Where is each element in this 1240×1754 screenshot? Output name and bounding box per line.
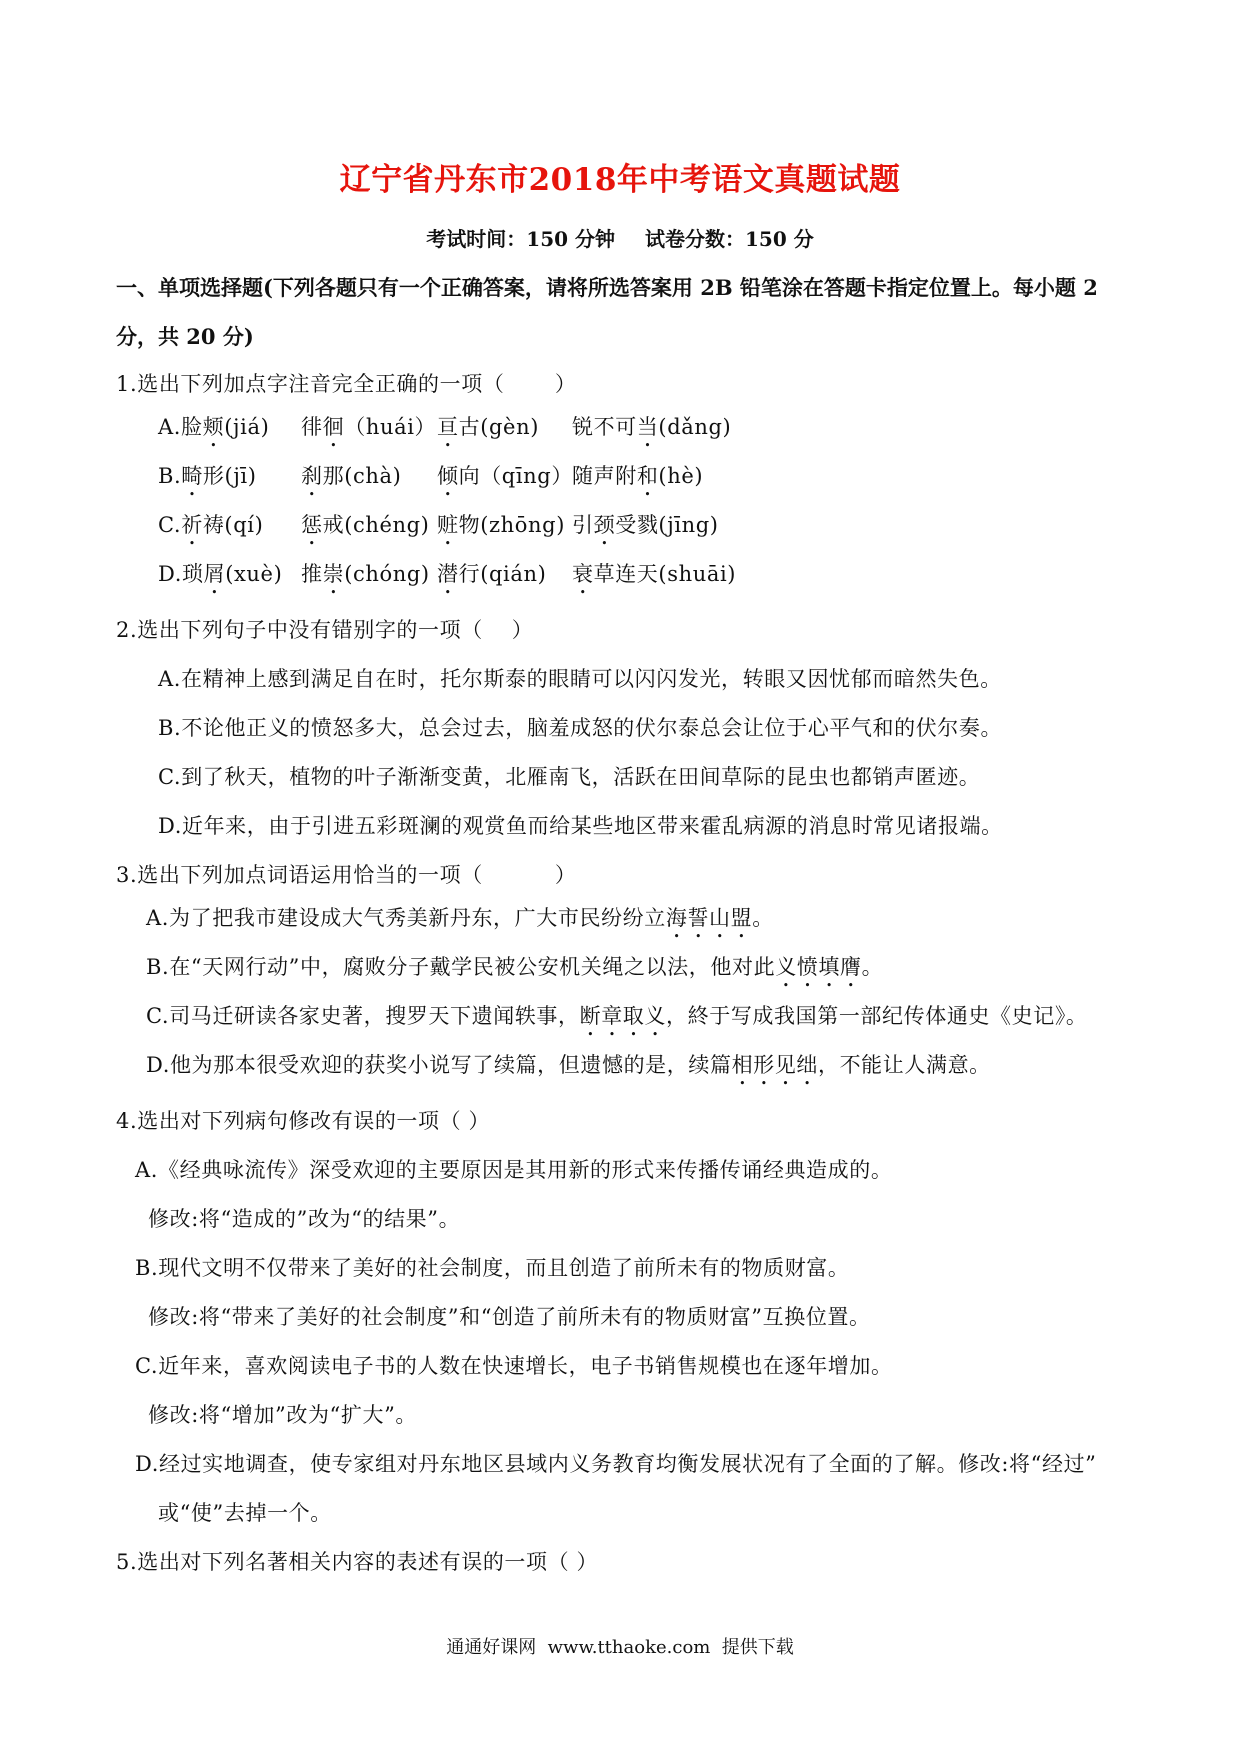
option-label: A.	[135, 1158, 159, 1182]
emphasized-char: 崇	[322, 562, 345, 586]
word-text: 戒(chéng)	[322, 513, 430, 537]
option-text: 《经典咏流传》深受欢迎的主要原因是其用新的形式来传播传诵经典造成的。	[158, 1158, 893, 1182]
option-text: 到了秋天，植物的叶子渐渐变黄，北雁南飞，活跃在田间草际的昆虫也都销声匿迹。	[181, 765, 981, 789]
emphasized-char: 倾	[437, 464, 459, 488]
option-cell	[437, 403, 572, 452]
option-label: B.	[158, 464, 182, 488]
word-text: 徘	[301, 415, 323, 439]
option-d	[0, 1041, 1240, 1090]
option-d	[0, 550, 1240, 599]
question-4	[0, 1097, 1240, 1538]
option-a	[0, 655, 1240, 704]
word-text: 向（qīng）	[458, 464, 573, 488]
emphasized-char: 惩	[301, 513, 323, 537]
question-stem: 4.选出对下列病句修改有误的一项（ ）	[116, 1109, 491, 1133]
option-word	[437, 562, 546, 586]
word-text: （huái）	[344, 415, 437, 439]
option-text: 他为那本很受欢迎的获奖小说写了续篇，但遗憾的是，续篇	[169, 1053, 732, 1077]
options-list	[0, 894, 1240, 1090]
option-text: 为了把我市建设成大气秀美新丹东，广大市民纷纷立	[169, 906, 666, 930]
option-cell	[158, 452, 301, 501]
option-cell	[301, 403, 437, 452]
word-text: 物(zhōng)	[458, 513, 565, 537]
option-c	[0, 753, 1240, 802]
option-word	[572, 513, 719, 537]
option-c	[0, 501, 1240, 550]
option-d	[0, 1440, 1240, 1489]
exam-score: 试卷分数：150 分	[645, 227, 814, 251]
emphasized-char: 当	[636, 415, 659, 439]
word-text: 脸	[181, 415, 203, 439]
option-word	[437, 513, 565, 537]
option-word	[181, 513, 263, 537]
options-list	[0, 655, 1240, 851]
option-text: 近年来，由于引进五彩斑澜的观赏鱼而给某些地区带来霍乱病源的消息时常见诸报端。	[181, 814, 1003, 838]
word-text: 琐	[181, 562, 204, 586]
option-text: 在精神上感到满足自在时，托尔斯泰的眼睛可以闪闪发光，转眼又因忧郁而暗然失色。	[181, 667, 1002, 691]
option-cell	[572, 501, 719, 550]
emphasized-char: 颊	[202, 415, 225, 439]
word-text: 古(gèn)	[458, 415, 539, 439]
option-cell	[572, 550, 736, 599]
emphasized-char: 衰	[572, 562, 594, 586]
option-word	[572, 415, 731, 439]
option-a	[0, 403, 1240, 452]
option-label: A.	[158, 415, 182, 439]
option-word	[437, 464, 573, 488]
option-cell	[437, 452, 572, 501]
word-text: 随声附	[572, 464, 637, 488]
option-cell	[572, 403, 731, 452]
emphasized-char: 屑	[203, 562, 226, 586]
revision-note: 修改:将“增加”改为“扩大”。	[148, 1403, 418, 1427]
option-word	[301, 415, 436, 439]
word-text: 受戮(jīng)	[615, 513, 719, 537]
question-list	[0, 360, 1240, 1587]
word-text: 形(jī)	[202, 464, 257, 488]
emphasized-phrase: 海誓山盟	[665, 906, 753, 930]
option-text: 不论他正义的愤怒多大，总会过去，脑羞成怒的伏尔泰总会让位于心平气和的伏尔奏。	[181, 716, 1003, 740]
exam-info	[0, 224, 1240, 254]
section-header	[116, 263, 1098, 361]
option-cell	[301, 501, 437, 550]
word-text: 锐不可	[572, 415, 637, 439]
emphasized-phrase: 义愤填膺	[775, 955, 862, 979]
option-c	[0, 992, 1240, 1041]
word-text: 引	[572, 513, 594, 537]
option-text: 现代文明不仅带来了美好的社会制度，而且创造了前所未有的物质财富。	[158, 1256, 850, 1280]
option-label: B.	[158, 716, 182, 740]
option-label: D.	[146, 1053, 170, 1077]
word-text: 推	[301, 562, 323, 586]
option-text: 司马迁研读各家史著，搜罗天下遗闻轶事，	[169, 1004, 580, 1028]
option-text: 。	[752, 906, 774, 930]
word-text: (dǎng)	[658, 415, 732, 439]
option-label: A.	[146, 906, 170, 930]
option-text: ，不能让人满意。	[817, 1053, 991, 1077]
option-cell	[158, 403, 301, 452]
option-word	[572, 464, 703, 488]
option-label: C.	[135, 1354, 159, 1378]
revision-note: 修改:将“造成的”改为“的结果”。	[148, 1207, 461, 1231]
option-word	[182, 562, 282, 586]
section-header-line: 一、单项选择题(下列各题只有一个正确答案，请将所选答案用 2B 铅笔涂在答题卡指定位置上。每小题 2	[116, 275, 1098, 300]
option-label: B.	[146, 955, 170, 979]
option-text: 。	[861, 955, 884, 979]
option-d	[0, 802, 1240, 851]
emphasized-char: 祈	[181, 513, 203, 537]
word-text: 行(qián)	[458, 562, 547, 586]
option-word	[437, 415, 539, 439]
word-text: (hè)	[658, 464, 704, 488]
option-a	[0, 1146, 1240, 1195]
option-word	[181, 464, 256, 488]
word-text: 祷(qí)	[202, 513, 264, 537]
option-label: C.	[146, 1004, 170, 1028]
question-stem: 3.选出下列加点词语运用恰当的一项（ ）	[116, 863, 577, 887]
option-label: A.	[158, 667, 182, 691]
revision-note: 修改:将“带来了美好的社会制度”和“创造了前所未有的物质财富”互换位置。	[148, 1305, 871, 1329]
option-cell	[437, 501, 572, 550]
word-text: (chóng)	[344, 562, 430, 586]
emphasized-char: 畸	[181, 464, 203, 488]
option-b	[0, 704, 1240, 753]
question-stem: 5.选出对下列名著相关内容的表述有误的一项（ ）	[116, 1550, 599, 1574]
option-label: D.	[158, 562, 182, 586]
option-b	[0, 1244, 1240, 1293]
option-word	[301, 513, 429, 537]
emphasized-char: 刹	[301, 464, 323, 488]
emphasized-char: 赃	[437, 513, 459, 537]
option-text: 经过实地调查，使专家组对丹东地区县域内义务教育均衡发展状况有了全面的了解。修改:将“经过”	[158, 1452, 1097, 1476]
option-label: C.	[158, 513, 182, 537]
emphasized-phrase: 相形见绌	[731, 1053, 818, 1077]
option-cell	[437, 550, 572, 599]
options-list	[0, 403, 1240, 599]
option-cell	[158, 550, 301, 599]
emphasized-phrase: 断章取义	[579, 1004, 667, 1028]
option-word	[572, 562, 736, 586]
option-b	[0, 452, 1240, 501]
page-title: 辽宁省丹东市2018年中考语文真题试题	[339, 162, 901, 198]
option-b	[0, 943, 1240, 992]
option-text: 在“天网行动”中，腐败分子戴学民被公安机关绳之以法，他对此	[169, 955, 776, 979]
word-text: (jiá)	[224, 415, 270, 439]
option-label: C.	[158, 765, 182, 789]
question-5	[0, 1538, 1240, 1587]
emphasized-char: 徊	[322, 415, 345, 439]
page-footer: 通通好课网 www.tthaoke.com 提供下载	[446, 1637, 794, 1658]
option-cell	[301, 550, 437, 599]
emphasized-char: 潜	[437, 562, 459, 586]
option-cell	[158, 501, 301, 550]
option-cell	[301, 452, 437, 501]
option-continuation: 或“使”去掉一个。	[158, 1501, 332, 1525]
word-text: 草连天(shuāi)	[593, 562, 737, 586]
section-header-line: 分，共 20 分)	[116, 324, 254, 349]
option-a	[0, 894, 1240, 943]
options-list	[0, 1146, 1240, 1538]
question-stem: 2.选出下列句子中没有错别字的一项（ ）	[116, 618, 534, 642]
option-label: B.	[135, 1256, 159, 1280]
question-3	[0, 851, 1240, 1090]
option-word	[301, 562, 430, 586]
option-text: 近年来，喜欢阅读电子书的人数在快速增长，电子书销售规模也在逐年增加。	[158, 1354, 893, 1378]
word-text: 那(chà)	[322, 464, 402, 488]
option-word	[181, 415, 269, 439]
option-word	[301, 464, 401, 488]
question-1	[0, 360, 1240, 599]
option-label: D.	[158, 814, 182, 838]
option-label: D.	[135, 1452, 159, 1476]
option-text: ，終于写成我国第一部纪传体通史《史记》。	[666, 1004, 1088, 1028]
word-text: (xuè)	[225, 562, 283, 586]
question-stem: 1.选出下列加点字注音完全正确的一项（ ）	[116, 372, 577, 396]
emphasized-char: 和	[636, 464, 659, 488]
question-2	[0, 606, 1240, 851]
option-c	[0, 1342, 1240, 1391]
emphasized-char: 颈	[593, 513, 616, 537]
option-cell	[572, 452, 703, 501]
exam-time: 考试时间：150 分钟	[426, 227, 615, 251]
emphasized-char: 亘	[437, 415, 459, 439]
